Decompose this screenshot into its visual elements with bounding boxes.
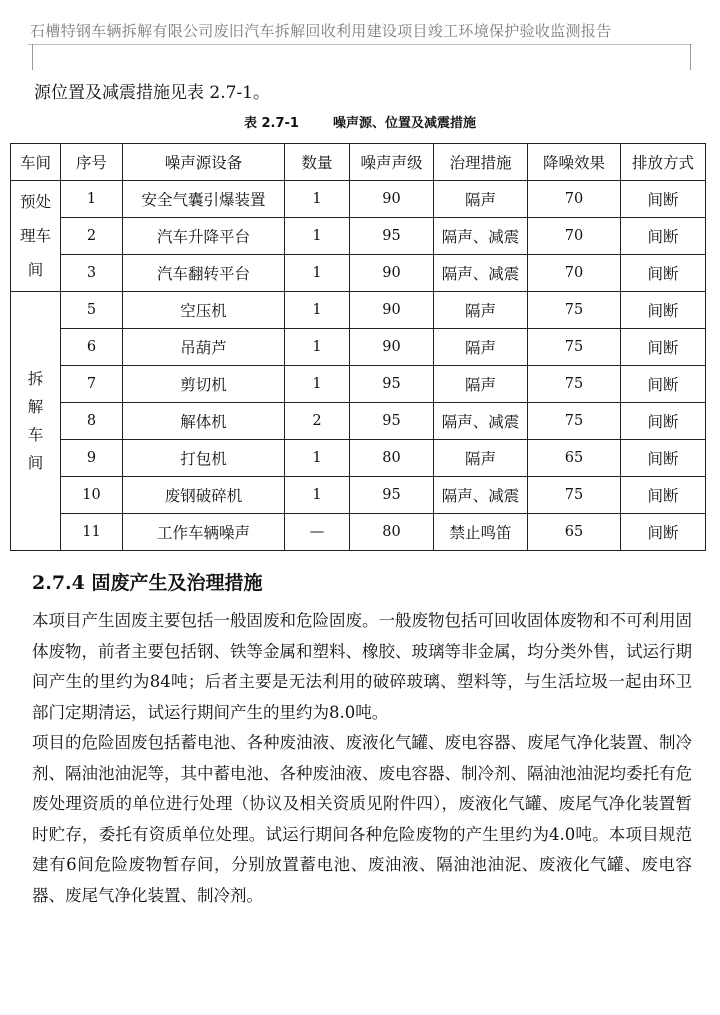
table-caption [0,112,720,131]
row-number: 7 [61,366,123,403]
emission-mode: 间断 [621,514,706,551]
table-row [11,514,706,551]
noise-source-table [10,143,706,551]
table-row [11,255,706,292]
row-number: 1 [61,181,123,218]
row-number: 2 [61,218,123,255]
treatment-measure: 隔声 [434,292,528,329]
table-caption-number: 表 2.7-1 [243,116,299,131]
emission-mode: 间断 [621,255,706,292]
quantity: 1 [285,181,350,218]
noise-reduction: 75 [528,403,621,440]
quantity: 1 [285,477,350,514]
workshop-label-line: 间 [27,261,44,279]
noise-device: 空压机 [123,292,285,329]
workshop-label-line: 解 [27,398,44,416]
paragraph: 项目的危险固废包括蓄电池、各种废油液、废液化气罐、废电容器、废尾气净化装置、制冷剂、隔油池油泥等，其中蓄电池、各种废油液、废电容器、制冷剂、隔油池油泥均委托有危废处理资质的单位进行处理（协议及相关资质见附件四），废液化气罐、废尾气净化装置暂时贮存，委托有资质单位处理。试运行期间各种危险废物的产生里约为4.0吨。本项目规范建有6间危险废物暂存间，分别放置蓄电池、废油液、隔油池油泥、废液化气罐、废电容器、废尾气净化装置、制冷剂。 [32,733,692,905]
workshop-label-line: 理车 [19,227,51,245]
row-number: 11 [61,514,123,551]
noise-device: 废钢破碎机 [123,477,285,514]
row-number: 9 [61,440,123,477]
quantity: 2 [285,403,350,440]
noise-level: 80 [350,440,434,477]
table-row [11,477,706,514]
section-heading: 2.7.4 固废产生及治理措施 [32,572,263,594]
treatment-measure: 隔声 [434,440,528,477]
emission-mode: 间断 [621,181,706,218]
noise-reduction: 65 [528,440,621,477]
emission-mode: 间断 [621,366,706,403]
noise-reduction: 75 [528,292,621,329]
noise-device: 吊葫芦 [123,329,285,366]
noise-level: 90 [350,181,434,218]
row-number: 10 [61,477,123,514]
noise-device: 解体机 [123,403,285,440]
header-cell: 车间 [11,144,61,181]
header-cell: 排放方式 [621,144,706,181]
noise-reduction: 70 [528,218,621,255]
emission-mode: 间断 [621,292,706,329]
noise-level: 90 [350,255,434,292]
treatment-measure: 隔声、减震 [434,218,528,255]
emission-mode: 间断 [621,477,706,514]
noise-reduction: 70 [528,255,621,292]
table-row [11,403,706,440]
header-cell: 降噪效果 [528,144,621,181]
noise-level: 95 [350,403,434,440]
header-divider [28,44,692,45]
quantity: 1 [285,366,350,403]
noise-level: 90 [350,329,434,366]
section-body [32,606,692,911]
quantity: 1 [285,218,350,255]
workshop-cell-dismantling [11,292,61,551]
noise-level: 95 [350,218,434,255]
treatment-measure: 隔声 [434,366,528,403]
noise-level: 95 [350,477,434,514]
paragraph: 本项目产生固废主要包括一般固废和危险固废。一般废物包括可回收固体废物和不可利用固体废物，前者主要包括钢、铁等金属和塑料、橡胶、玻璃等非金属，均分类外售，试运行期间产生的里约为84吨；后者主要是无法利用的破碎玻璃、塑料等，与生活垃圾一起由环卫部门定期清运，试运行期间产生的里约为8.0吨。 [32,611,692,722]
margin-corner-mark-left [8,44,33,70]
quantity: 1 [285,329,350,366]
header-cell: 噪声声级 [350,144,434,181]
emission-mode: 间断 [621,329,706,366]
treatment-measure: 隔声、减震 [434,403,528,440]
noise-device: 工作车辆噪声 [123,514,285,551]
header-cell: 治理措施 [434,144,528,181]
table-caption-title: 噪声源、位置及减震措施 [332,116,476,131]
treatment-measure: 隔声、减震 [434,255,528,292]
row-number: 6 [61,329,123,366]
header-cell: 序号 [61,144,123,181]
header-cell: 数量 [285,144,350,181]
noise-device: 打包机 [123,440,285,477]
table-row [11,366,706,403]
emission-mode: 间断 [621,440,706,477]
row-number: 3 [61,255,123,292]
workshop-label-line: 车 [27,426,44,444]
intro-text: 源位置及减震措施见表 2.7-1。 [34,83,270,103]
quantity: — [285,514,350,551]
treatment-measure: 禁止鸣笛 [434,514,528,551]
noise-reduction: 75 [528,366,621,403]
workshop-label-line: 拆 [27,370,44,388]
table-header-row [11,144,706,181]
workshop-label-line: 间 [27,454,44,472]
table-row [11,440,706,477]
noise-device: 汽车翻转平台 [123,255,285,292]
noise-level: 90 [350,292,434,329]
treatment-measure: 隔声 [434,329,528,366]
noise-reduction: 70 [528,181,621,218]
noise-reduction: 65 [528,514,621,551]
workshop-label-line: 预处 [19,193,51,211]
noise-level: 95 [350,366,434,403]
noise-reduction: 75 [528,477,621,514]
table-row [11,292,706,329]
emission-mode: 间断 [621,403,706,440]
table-row [11,218,706,255]
row-number: 5 [61,292,123,329]
treatment-measure: 隔声 [434,181,528,218]
table-row [11,181,706,218]
margin-corner-mark-right [690,44,717,70]
page-header: 石槽特钢车辆拆解有限公司废旧汽车拆解回收利用建设项目竣工环境保护验收监测报告 [30,22,612,40]
noise-device: 剪切机 [123,366,285,403]
quantity: 1 [285,255,350,292]
noise-device: 安全气囊引爆装置 [123,181,285,218]
header-cell: 噪声源设备 [123,144,285,181]
row-number: 8 [61,403,123,440]
treatment-measure: 隔声、减震 [434,477,528,514]
workshop-cell-pretreatment [11,181,61,292]
emission-mode: 间断 [621,218,706,255]
quantity: 1 [285,440,350,477]
noise-level: 80 [350,514,434,551]
noise-device: 汽车升降平台 [123,218,285,255]
noise-reduction: 75 [528,329,621,366]
quantity: 1 [285,292,350,329]
table-row [11,329,706,366]
